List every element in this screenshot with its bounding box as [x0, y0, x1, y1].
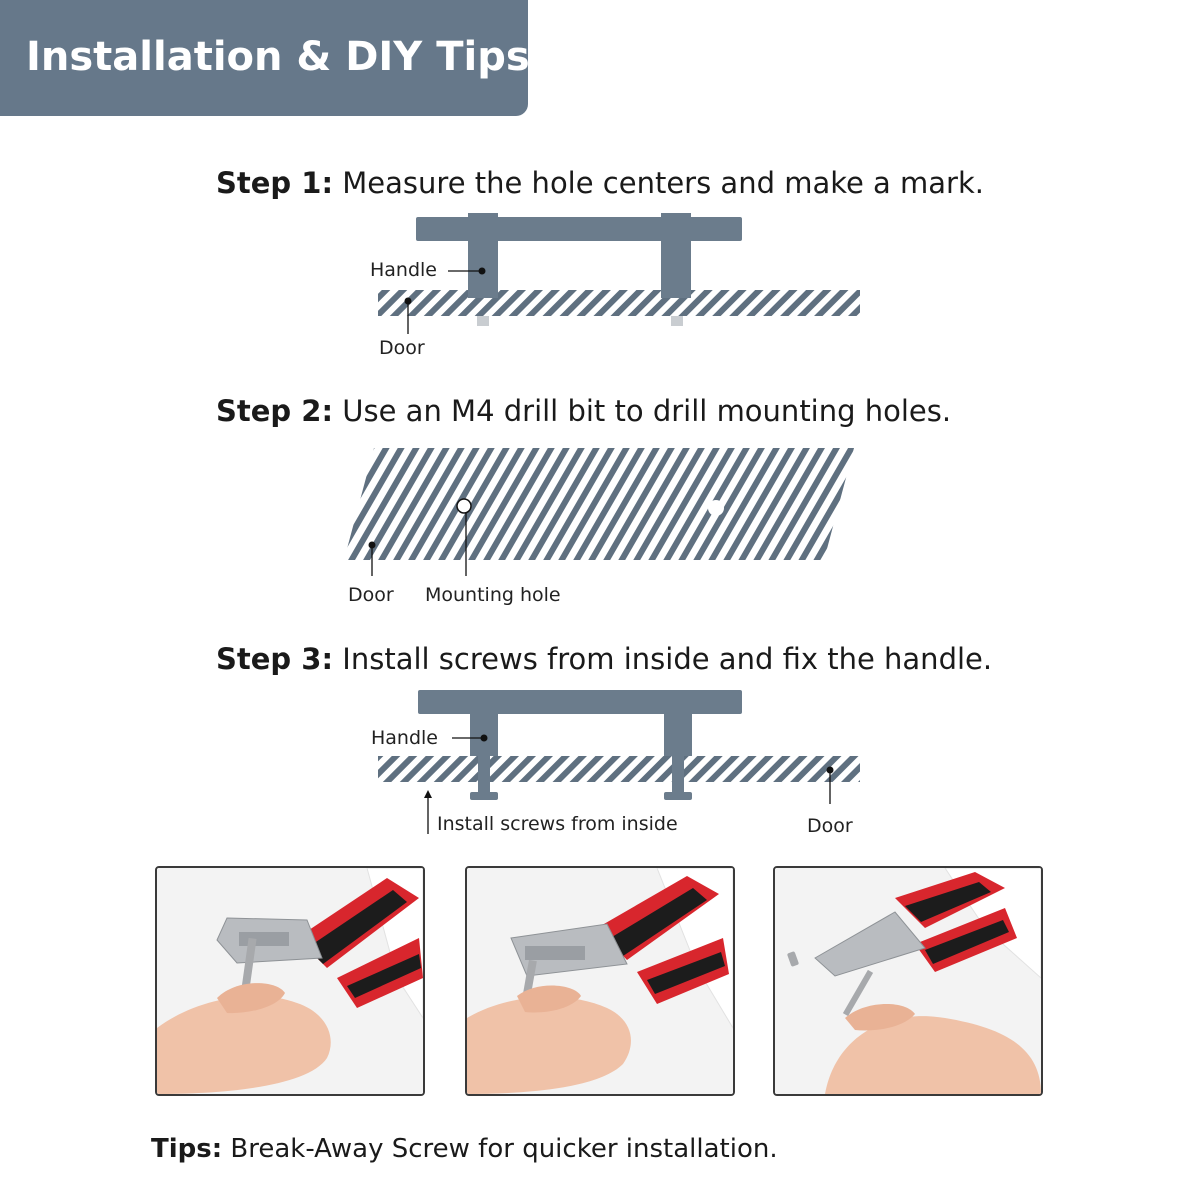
mounting-hole-label: Mounting hole — [425, 584, 561, 606]
door-panel — [378, 290, 860, 316]
step-1-text: Measure the hole centers and make a mark. — [342, 166, 984, 200]
handle-bar — [418, 690, 742, 714]
step-2-text: Use an M4 drill bit to drill mounting holes. — [342, 394, 952, 428]
page-title: Installation & DIY Tips — [26, 34, 530, 80]
screw-tip — [671, 316, 683, 326]
tips-line — [151, 1134, 778, 1164]
step-3-text: Install screws from inside and fix the handle. — [342, 642, 993, 676]
pliers-breaking-screw-photo — [465, 866, 735, 1096]
step-2-diagram — [340, 444, 860, 584]
install-screws-label: Install screws from inside — [437, 813, 678, 835]
step-1-heading — [216, 166, 984, 200]
step-3-heading — [216, 642, 992, 676]
handle-label-3: Handle — [371, 727, 439, 749]
handle-cap — [468, 213, 498, 221]
door-label-2: Door — [348, 584, 394, 606]
step-2-number: Step 2: — [216, 394, 334, 428]
step-3-number: Step 3: — [216, 642, 334, 676]
handle-cap — [661, 213, 691, 221]
mounting-hole — [457, 499, 471, 513]
screw-head — [470, 792, 498, 800]
pliers-cut-screw-photo — [773, 866, 1043, 1096]
tips-label: Tips: — [151, 1134, 223, 1164]
screw-head — [664, 792, 692, 800]
handle-bar — [416, 217, 742, 241]
door-label-1: Door — [379, 337, 425, 359]
header-banner — [0, 0, 528, 116]
door-panel — [378, 756, 860, 782]
screw-tip — [477, 316, 489, 326]
handle-leg-right — [661, 238, 691, 298]
handle-label-1: Handle — [370, 259, 438, 281]
tips-text: Break-Away Screw for quicker installation. — [230, 1134, 778, 1164]
screw-shaft — [478, 756, 490, 796]
door-panel — [344, 448, 854, 560]
handle-leg-right — [664, 712, 692, 756]
pliers-gripping-screw-photo — [155, 866, 425, 1096]
handle-leg-left — [470, 712, 498, 756]
door-label-3: Door — [807, 815, 853, 837]
step-2-heading — [216, 394, 951, 428]
step-1-number: Step 1: — [216, 166, 334, 200]
screw-shaft — [672, 756, 684, 796]
step-1-diagram — [360, 210, 880, 350]
mounting-hole — [708, 500, 724, 516]
